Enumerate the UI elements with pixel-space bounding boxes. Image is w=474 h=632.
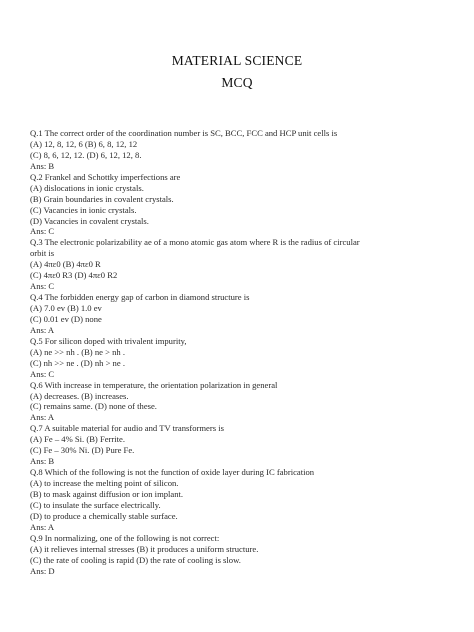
- text-line: (D) to produce a chemically stable surface.: [30, 510, 178, 521]
- text-line: (A) it relieves internal stresses (B) it produces a uniform structure.: [30, 543, 259, 554]
- text-line: (A) 4πε0 (B) 4πε0 R: [30, 259, 101, 270]
- text-line: (C) 4πε0 R3 (D) 4πε0 R2: [30, 270, 118, 281]
- text-line: (A) decreases. (B) increases.: [30, 390, 129, 401]
- text-line: (C) the rate of cooling is rapid (D) the rate of cooling is slow.: [30, 554, 241, 565]
- text-line: Ans: A: [30, 324, 55, 335]
- text-line: (A) Fe – 4% Si. (B) Ferrite.: [30, 434, 125, 445]
- document-subtitle: MCQ: [221, 75, 253, 90]
- text-line: orbit is: [30, 248, 55, 259]
- text-line: Ans: A: [30, 521, 55, 532]
- text-line: Ans: A: [30, 412, 55, 423]
- text-line: Ans: C: [30, 226, 55, 237]
- text-line: Q.1 The correct order of the coordination number is SC, BCC, FCC and HCP unit cells is: [30, 128, 338, 138]
- text-line: (A) 7.0 ev (B) 1.0 ev: [30, 303, 102, 313]
- text-line: (D) Vacancies in covalent crystals.: [30, 215, 149, 226]
- text-line: Q.7 A suitable material for audio and TV transformers is: [30, 423, 224, 434]
- text-line: Q.9 In normalizing, one of the following is not correct:: [30, 532, 220, 543]
- text-line: (A) 12, 8, 12, 6 (B) 6, 8, 12, 12: [30, 138, 138, 149]
- text-line: (A) ne >> nh . (B) ne > nh .: [30, 346, 125, 357]
- text-line: (B) Grain boundaries in covalent crystals.: [30, 193, 174, 204]
- text-line: (C) remains same. (D) none of these.: [30, 401, 157, 412]
- text-line: (A) dislocations in ionic crystals.: [30, 182, 144, 193]
- text-line: (C) Vacancies in ionic crystals.: [30, 204, 137, 215]
- mcq-list: [30, 128, 450, 576]
- text-line: Q.3 The electronic polarizability ae of a mono atomic gas atom where R is the radius of circular: [30, 237, 360, 248]
- document-title: MATERIAL SCIENCE: [171, 53, 303, 68]
- text-line: Q.6 With increase in temperature, the orientation polarization in general: [30, 379, 278, 390]
- text-line: (C) 0.01 ev (D) none: [30, 313, 102, 324]
- text-line: (C) nh >> ne . (D) nh > ne .: [30, 357, 125, 368]
- text-line: Ans: B: [30, 456, 55, 467]
- text-line: (B) to mask against diffusion or ion implant.: [30, 488, 184, 499]
- text-line: Q.5 For silicon doped with trivalent impurity,: [30, 335, 187, 346]
- text-line: Ans: B: [30, 160, 55, 171]
- text-line: Ans: D: [30, 565, 55, 576]
- text-line: Q.4 The forbidden energy gap of carbon in diamond structure is: [30, 292, 250, 303]
- text-line: (A) to increase the melting point of silicon.: [30, 478, 179, 488]
- text-line: Ans: C: [30, 281, 55, 292]
- text-line: (C) to insulate the surface electrically.: [30, 499, 161, 510]
- text-line: Q.2 Frankel and Schottky imperfections are: [30, 171, 181, 182]
- text-line: (C) Fe – 30% Ni. (D) Pure Fe.: [30, 445, 135, 456]
- text-line: (C) 8, 6, 12, 12. (D) 6, 12, 12, 8.: [30, 149, 142, 160]
- text-line: Ans: C: [30, 368, 55, 379]
- text-line: Q.8 Which of the following is not the function of oxide layer during IC fabrication: [30, 467, 315, 478]
